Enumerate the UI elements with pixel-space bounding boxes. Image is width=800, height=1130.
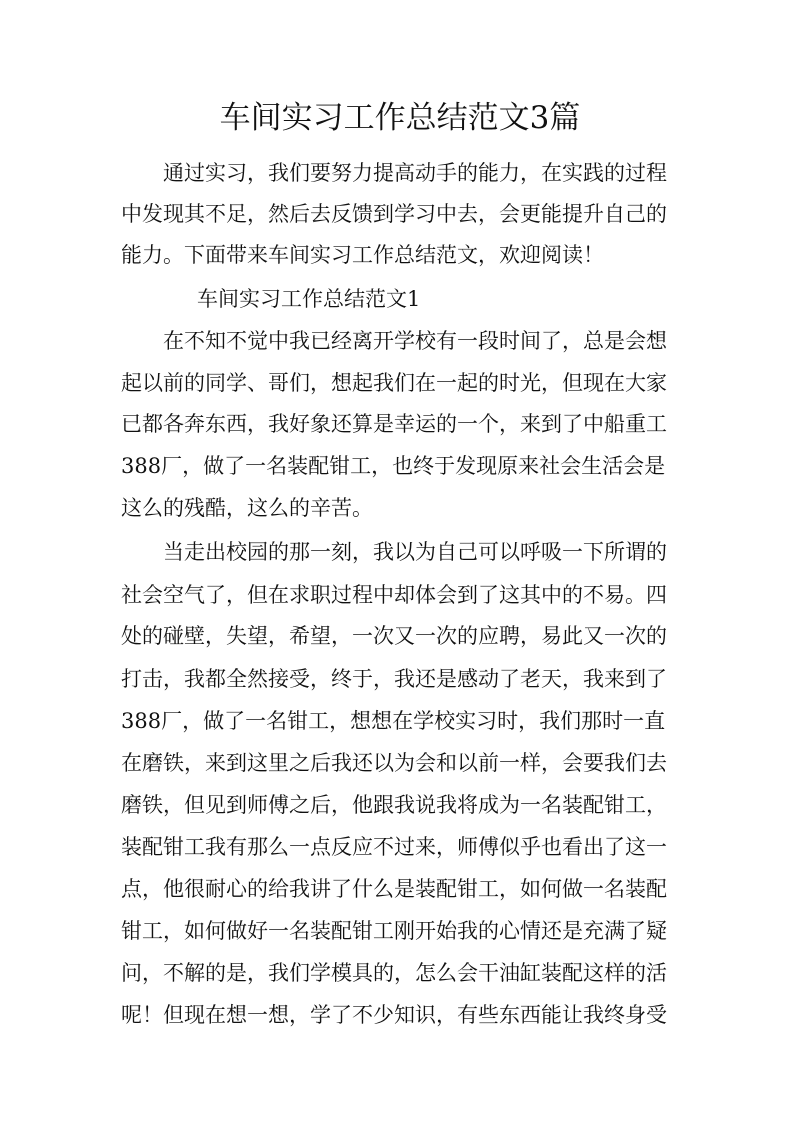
intro-line-1: 通过实习，我们要努力提高动手的能力，在实践的过程 xyxy=(163,161,667,185)
paragraph-2-line-6: 在磨铁，来到这里之后我还以为会和以前一样，会要我们去 xyxy=(121,751,667,775)
paragraph-2-line-1: 当走出校园的那一刻，我以为自己可以呼吸一下所谓的 xyxy=(163,540,667,564)
paragraph-2-line-10: 钳工，如何做好一名装配钳工刚开始我的心情还是充满了疑 xyxy=(121,919,667,943)
paragraph-1-line-5: 这么的残酷，这么的辛苦。 xyxy=(121,496,373,520)
paragraph-1-line-2: 起以前的同学、哥们，想起我们在一起的时光，但现在大家 xyxy=(121,371,667,395)
page-title: 车间实习工作总结范文3篇 xyxy=(219,100,581,136)
paragraph-2-line-4: 打击，我都全然接受，终于，我还是感动了老天，我来到了 xyxy=(121,667,667,691)
paragraph-2-line-2: 社会空气了，但在求职过程中却体会到了这其中的不易。四 xyxy=(121,583,667,607)
paragraph-1-line-4: 388厂，做了一名装配钳工，也终于发现原来社会生活会是 xyxy=(121,454,666,478)
paragraph-2-line-3: 处的碰壁，失望，希望，一次又一次的应聘，易此又一次的 xyxy=(121,624,667,648)
section-heading: 车间实习工作总结范文1 xyxy=(197,287,421,311)
paragraph-2-line-9: 点，他很耐心的给我讲了什么是装配钳工，如何做一名装配 xyxy=(121,877,667,901)
paragraph-2-line-8: 装配钳工我有那么一点反应不过来，师傅似乎也看出了这一 xyxy=(121,835,667,859)
paragraph-2-line-11: 问，不解的是，我们学模具的，怎么会干油缸装配这样的活 xyxy=(121,961,667,985)
paragraph-2-line-7: 磨铁，但见到师傅之后，他跟我说我将成为一名装配钳工， xyxy=(121,793,667,817)
paragraph-1-line-3: 已都各奔东西，我好象还算是幸运的一个，来到了中船重工 xyxy=(121,412,667,436)
paragraph-2-line-5: 388厂，做了一名钳工，想想在学校实习时，我们那时一直 xyxy=(121,709,666,733)
paragraph-2-line-12: 呢！但现在想一想，学了不少知识，有些东西能让我终身受 xyxy=(121,1003,667,1027)
paragraph-1-line-1: 在不知不觉中我已经离开学校有一段时间了，总是会想 xyxy=(163,329,667,353)
intro-line-3: 能力。下面带来车间实习工作总结范文，欢迎阅读！ xyxy=(121,243,604,267)
intro-line-2: 中发现其不足，然后去反馈到学习中去，会更能提升自己的 xyxy=(121,202,667,226)
